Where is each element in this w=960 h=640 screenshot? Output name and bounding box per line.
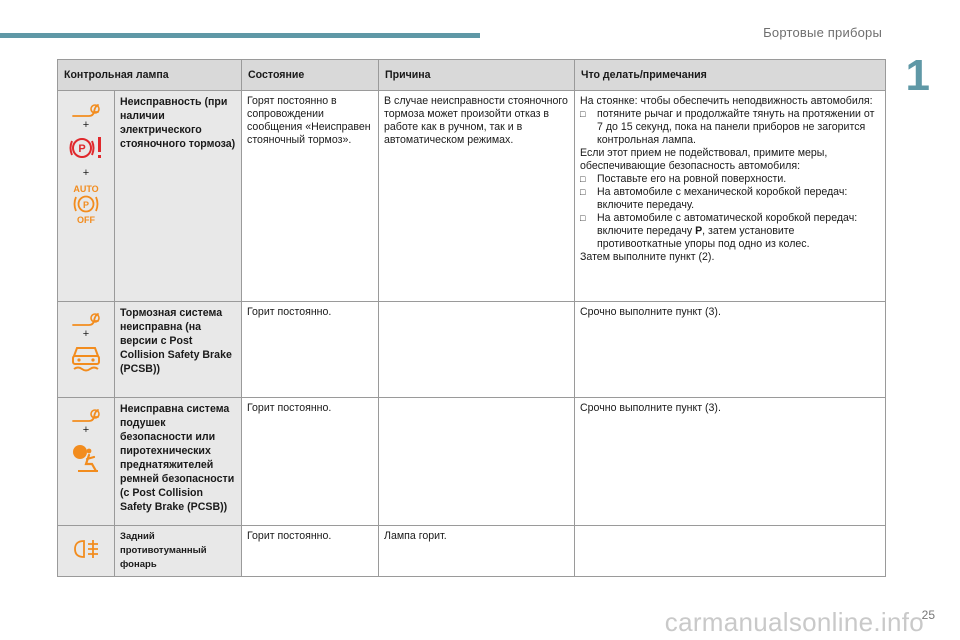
table-row bbox=[58, 91, 886, 302]
lamp-name: Тормозная система неисправна (на версии с Post Collision Safety Brake (PCSB)) bbox=[115, 302, 242, 398]
plus-sign: + bbox=[82, 167, 90, 179]
auto-p-off-icon bbox=[69, 183, 103, 225]
svg-text:OFF: OFF bbox=[77, 215, 95, 225]
chapter-number: 1 bbox=[905, 51, 930, 100]
icon-cell bbox=[58, 398, 115, 526]
warning-lamps-table bbox=[57, 59, 886, 577]
cause-text bbox=[379, 398, 575, 526]
cause-text bbox=[379, 302, 575, 398]
state-text: Горят постоянно в сопровождении сообщения «Неисправен стояночный тормоз». bbox=[242, 91, 379, 302]
brake-exclamation-icon bbox=[68, 133, 104, 163]
collision-car-icon bbox=[70, 344, 102, 374]
list-item: □ На автомобиле с механической коробкой передач: включите передачу. bbox=[580, 186, 848, 211]
actions-cell bbox=[575, 91, 886, 302]
lamp-name: Задний противотуманный фонарь bbox=[115, 526, 242, 577]
plus-sign: + bbox=[82, 328, 90, 340]
table-row bbox=[58, 398, 886, 526]
icon-cell bbox=[58, 526, 115, 577]
cause-text: В случае неисправности стояночного тормоза может произойти отказ в работе как в ручном, так и в автоматическом режимах. bbox=[379, 91, 575, 302]
actions-middle: Если этот прием не подействовал, примите меры, обеспечивающие безопасность автомобиля: bbox=[580, 147, 828, 172]
bullet-icon: □ bbox=[580, 174, 586, 184]
state-text: Горит постоянно. bbox=[242, 302, 379, 398]
bullet-icon: □ bbox=[580, 109, 586, 119]
svg-text:P: P bbox=[78, 143, 86, 155]
col-header-state: Состояние bbox=[242, 60, 379, 91]
wrench-icon bbox=[71, 310, 101, 328]
state-text: Горит постоянно. bbox=[242, 398, 379, 526]
airbag-icon bbox=[70, 442, 102, 474]
icon-cell bbox=[58, 302, 115, 398]
svg-text:AUTO: AUTO bbox=[73, 184, 99, 194]
col-header-lamp: Контрольная лампа bbox=[58, 60, 242, 91]
bullet-icon: □ bbox=[580, 187, 586, 197]
bullet-icon: □ bbox=[580, 213, 586, 223]
list-item: □ потяните рычаг и продолжайте тянуть на протяжении от 7 до 15 секунд, пока на панели приборов не загорится контрольная лампа. bbox=[580, 108, 875, 146]
list-item: □ Поставьте его на ровной поверхности. bbox=[580, 173, 787, 185]
action-text bbox=[575, 526, 886, 577]
lamp-name: Неисправность (при наличии электрического стояночного тормоза) bbox=[115, 91, 242, 302]
wrench-icon bbox=[71, 101, 101, 119]
page-number: 25 bbox=[921, 608, 935, 622]
table-row bbox=[58, 302, 886, 398]
actions-outro: Затем выполните пункт (2). bbox=[580, 251, 715, 263]
icon-cell bbox=[58, 91, 115, 302]
rear-fog-lamp-icon bbox=[72, 538, 100, 560]
actions-intro: На стоянке: чтобы обеспечить неподвижность автомобиля: bbox=[580, 95, 873, 107]
col-header-actions: Что делать/примечания bbox=[575, 60, 886, 91]
plus-sign: + bbox=[82, 424, 90, 436]
svg-text:P: P bbox=[82, 200, 90, 210]
col-header-cause: Причина bbox=[379, 60, 575, 91]
lamp-name: Неисправна система подушек безопасности или пиротехнических преднатяжителей ремней безопасности (с Post Collision Safety Brake (PCSB)) bbox=[115, 398, 242, 526]
state-text: Горит постоянно. bbox=[242, 526, 379, 577]
action-text: Срочно выполните пункт (3). bbox=[575, 302, 886, 398]
list-item: □ На автомобиле с автоматической коробкой передач: включите передачу P, затем установите противооткатные упоры под одно из колес. bbox=[580, 212, 858, 250]
accent-bar bbox=[0, 33, 480, 38]
section-title: Бортовые приборы bbox=[763, 25, 882, 40]
wrench-icon bbox=[71, 406, 101, 424]
plus-sign: + bbox=[82, 119, 90, 131]
action-text: Срочно выполните пункт (3). bbox=[575, 398, 886, 526]
watermark: carmanualsonline.info bbox=[664, 607, 924, 637]
table-header-row bbox=[58, 60, 886, 91]
cause-text: Лампа горит. bbox=[379, 526, 575, 577]
table-row bbox=[58, 526, 886, 577]
